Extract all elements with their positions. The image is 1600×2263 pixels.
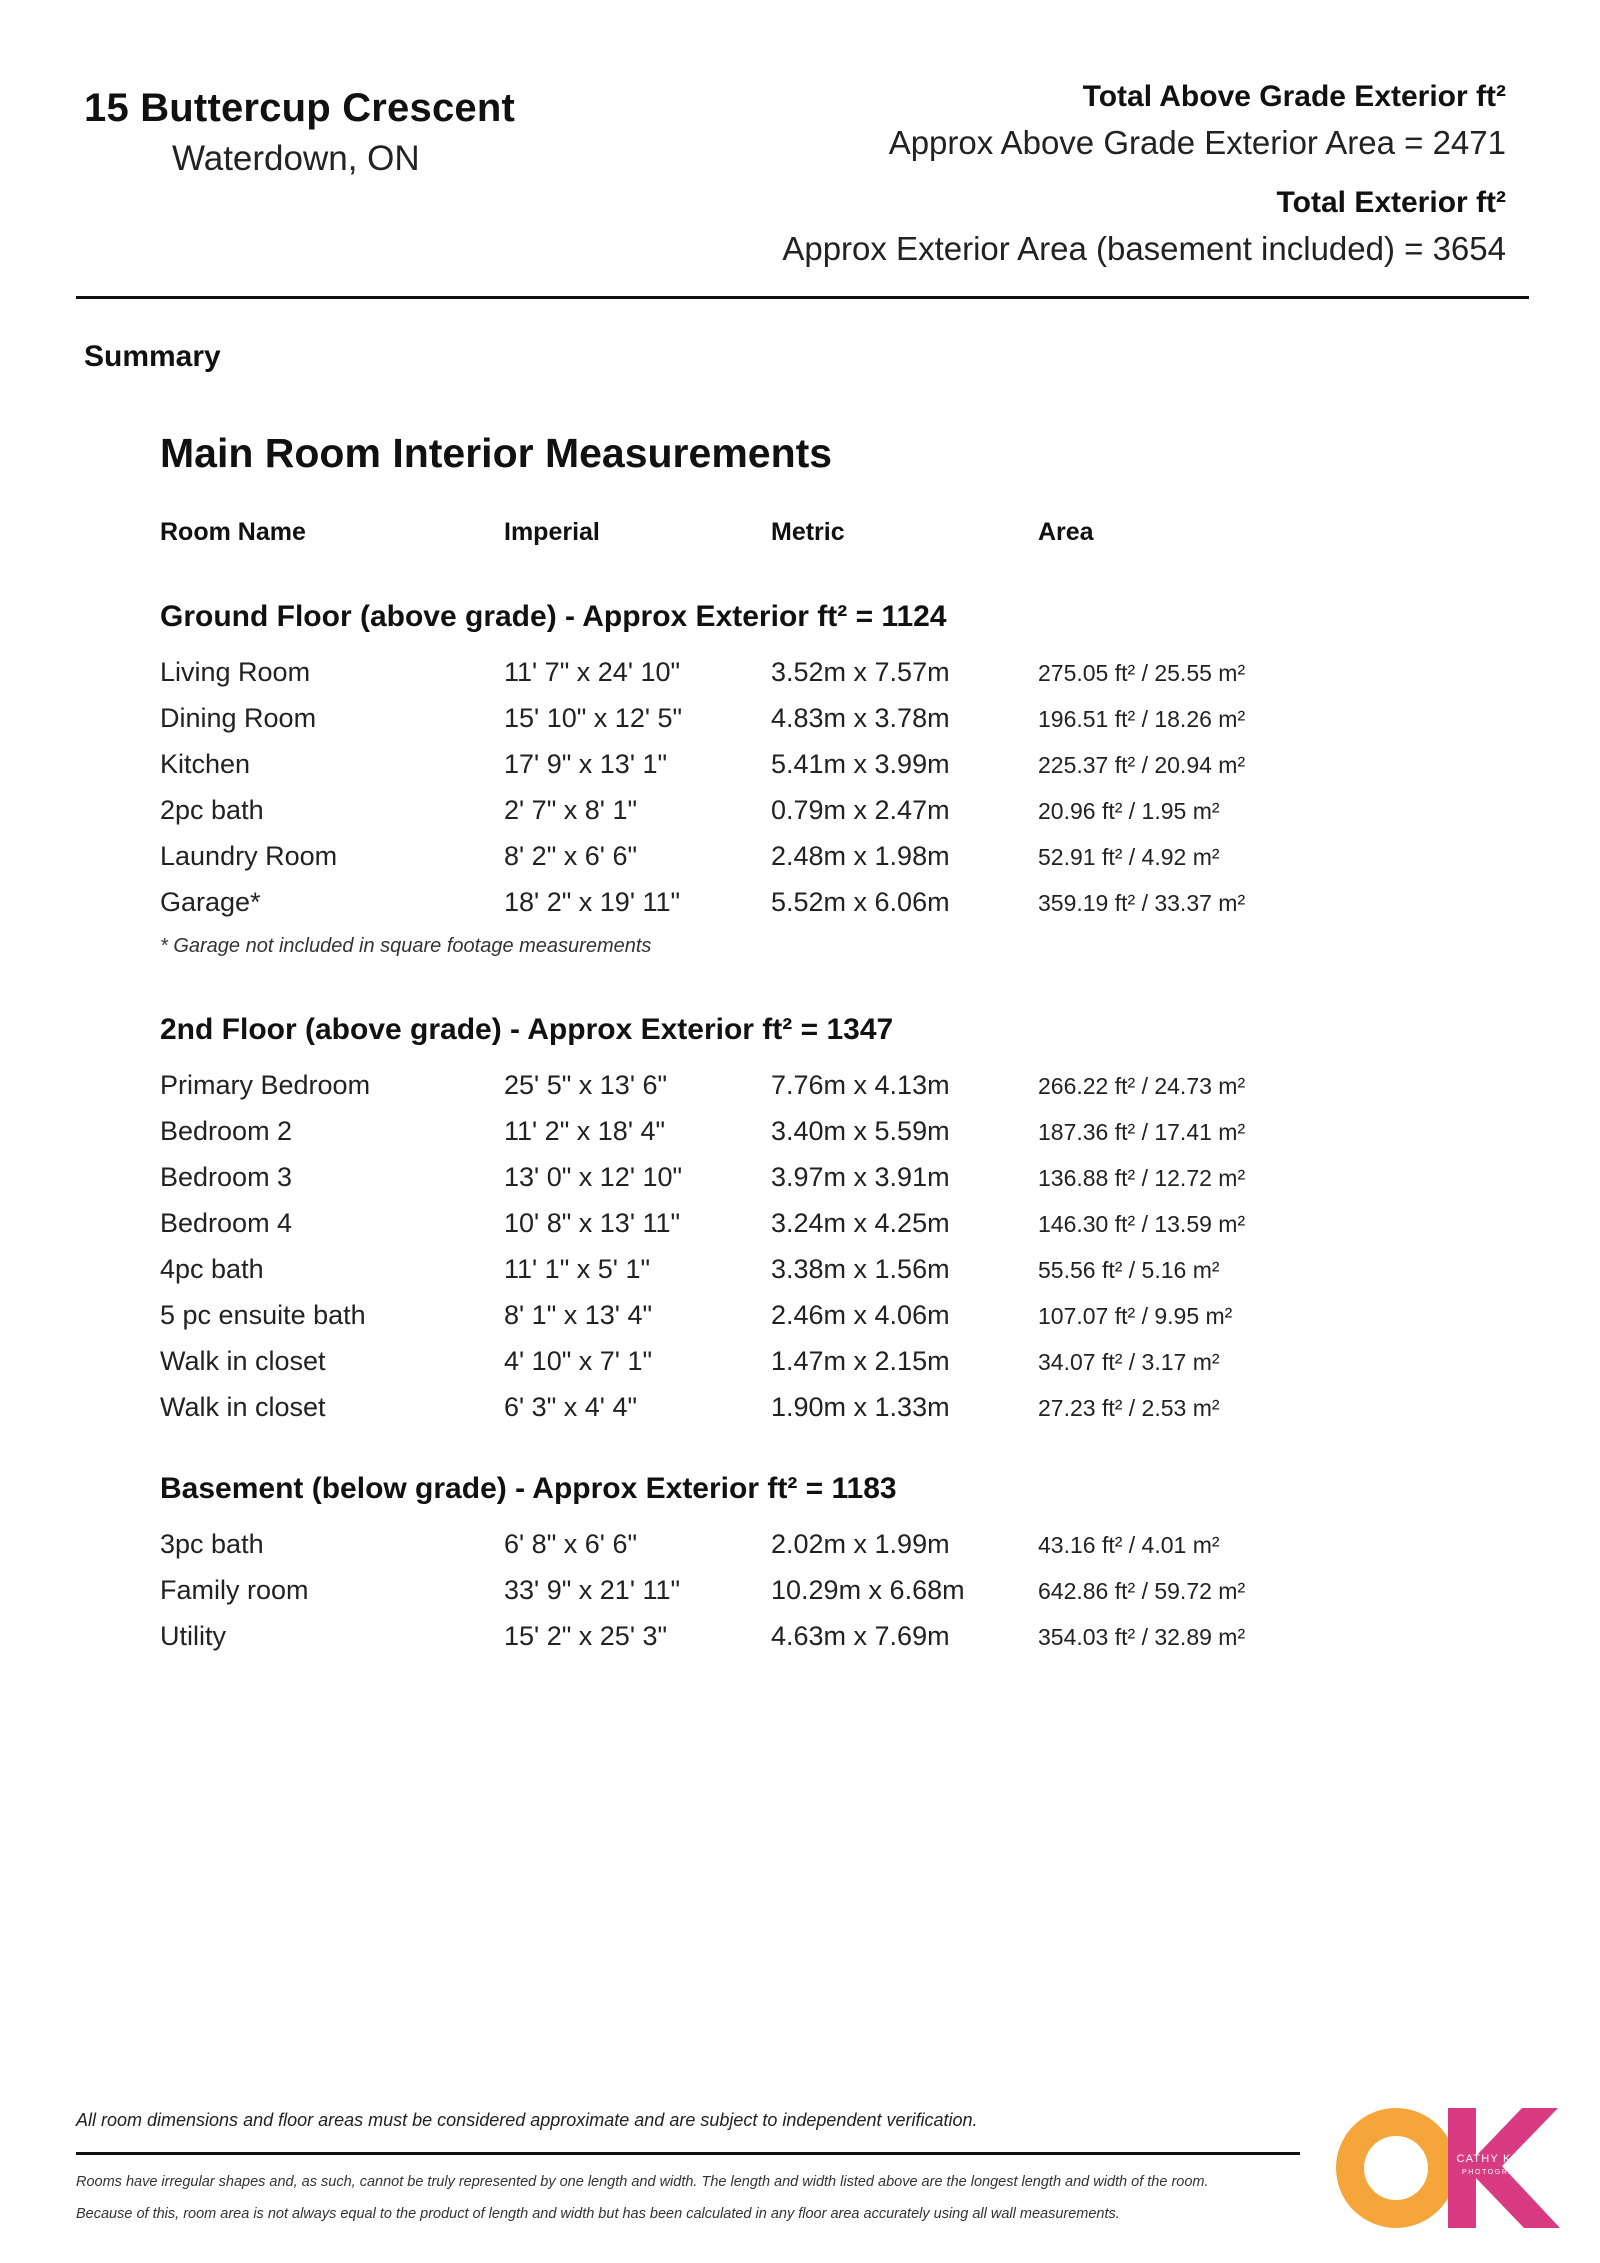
total-exterior-title: Total Exterior ft²	[1276, 186, 1506, 219]
room-area: 136.88 ft² / 12.72 m²	[1038, 1165, 1246, 1191]
address-line-2: Waterdown, ON	[172, 139, 420, 178]
room-imperial: 6' 8" x 6' 6"	[504, 1529, 638, 1559]
room-imperial: 18' 2" x 19' 11"	[504, 887, 681, 917]
room-name: Laundry Room	[160, 841, 338, 871]
room-area: 52.91 ft² / 4.92 m²	[1038, 844, 1220, 870]
room-name: Dining Room	[160, 703, 317, 733]
room-area: 187.36 ft² / 17.41 m²	[1038, 1119, 1246, 1145]
room-imperial: 15' 2" x 25' 3"	[504, 1621, 668, 1651]
above-grade-value: Approx Above Grade Exterior Area = 2471	[888, 124, 1506, 161]
room-area: 354.03 ft² / 32.89 m²	[1038, 1624, 1246, 1650]
disclaimer-text: All room dimensions and floor areas must be considered approximate and are subject to independent verification.	[76, 2110, 978, 2130]
room-metric: 1.90m x 1.33m	[771, 1392, 950, 1422]
column-header-metric: Metric	[771, 518, 845, 546]
column-header-area: Area	[1038, 518, 1094, 546]
room-imperial: 25' 5" x 13' 6"	[504, 1070, 668, 1100]
room-imperial: 6' 3" x 4' 4"	[504, 1392, 638, 1422]
room-metric: 3.40m x 5.59m	[771, 1116, 950, 1146]
total-exterior-value: Approx Exterior Area (basement included) = 3654	[782, 230, 1506, 267]
table-row	[0, 795, 1600, 835]
table-row	[0, 1116, 1600, 1156]
room-area: 359.19 ft² / 33.37 m²	[1038, 890, 1246, 916]
room-metric: 2.48m x 1.98m	[771, 841, 950, 871]
room-area: 266.22 ft² / 24.73 m²	[1038, 1073, 1246, 1099]
room-imperial: 8' 1" x 13' 4"	[504, 1300, 653, 1330]
brand-logo	[1336, 2100, 1566, 2232]
room-name: Primary Bedroom	[160, 1070, 371, 1100]
room-metric: 0.79m x 2.47m	[771, 795, 950, 825]
logo-text-line-2: PHOTOGRAPHY	[1462, 2169, 1534, 2176]
room-imperial: 17' 9" x 13' 1"	[504, 749, 668, 779]
room-metric: 7.76m x 4.13m	[771, 1070, 950, 1100]
column-header-imperial: Imperial	[504, 518, 600, 546]
header-divider	[76, 296, 1529, 299]
room-imperial: 33' 9" x 21' 11"	[504, 1575, 681, 1605]
table-row	[0, 1392, 1600, 1432]
section-title-basement: Basement (below grade) - Approx Exterior ft² = 1183	[160, 1472, 897, 1505]
room-name: Bedroom 4	[160, 1208, 293, 1238]
table-row	[0, 841, 1600, 881]
room-area: 146.30 ft² / 13.59 m²	[1038, 1211, 1246, 1237]
address-line-1: 15 Buttercup Crescent	[84, 86, 515, 130]
room-imperial: 4' 10" x 7' 1"	[504, 1346, 653, 1376]
table-row	[0, 1162, 1600, 1202]
logo-k-shape	[1448, 2108, 1560, 2228]
room-name: 2pc bath	[160, 795, 264, 825]
room-metric: 3.24m x 4.25m	[771, 1208, 950, 1238]
room-metric: 4.63m x 7.69m	[771, 1621, 950, 1651]
table-row	[0, 887, 1600, 927]
room-imperial: 2' 7" x 8' 1"	[504, 795, 638, 825]
room-area: 107.07 ft² / 9.95 m²	[1038, 1303, 1233, 1329]
room-name: Walk in closet	[160, 1346, 326, 1376]
room-area: 20.96 ft² / 1.95 m²	[1038, 798, 1220, 824]
room-metric: 2.02m x 1.99m	[771, 1529, 950, 1559]
room-name: Living Room	[160, 657, 311, 687]
room-imperial: 8' 2" x 6' 6"	[504, 841, 638, 871]
logo-text-line-1: CATHY KOOP	[1456, 2153, 1540, 2165]
room-metric: 3.52m x 7.57m	[771, 657, 950, 687]
room-area: 196.51 ft² / 18.26 m²	[1038, 706, 1246, 732]
table-row	[0, 1529, 1600, 1569]
room-area: 55.56 ft² / 5.16 m²	[1038, 1257, 1220, 1283]
logo-o-shape	[1350, 2122, 1442, 2214]
room-metric: 2.46m x 4.06m	[771, 1300, 950, 1330]
room-name: Family room	[160, 1575, 309, 1605]
room-imperial: 10' 8" x 13' 11"	[504, 1208, 681, 1238]
room-area: 27.23 ft² / 2.53 m²	[1038, 1395, 1220, 1421]
room-metric: 10.29m x 6.68m	[771, 1575, 965, 1605]
room-imperial: 11' 1" x 5' 1"	[504, 1254, 651, 1284]
room-imperial: 11' 7" x 24' 10"	[504, 657, 681, 687]
fine-print-line-1: Rooms have irregular shapes and, as such, cannot be truly represented by one length and width. The length and width listed above are the longest length and width of the room.	[76, 2174, 1209, 2190]
table-row	[0, 1575, 1600, 1615]
summary-label: Summary	[84, 340, 221, 373]
room-metric: 1.47m x 2.15m	[771, 1346, 950, 1376]
room-metric: 4.83m x 3.78m	[771, 703, 950, 733]
room-name: 3pc bath	[160, 1529, 264, 1559]
room-metric: 3.38m x 1.56m	[771, 1254, 950, 1284]
room-name: Utility	[160, 1621, 226, 1651]
room-imperial: 13' 0" x 12' 10"	[504, 1162, 683, 1192]
table-row	[0, 749, 1600, 789]
fine-print-line-2: Because of this, room area is not always equal to the product of length and width but has been calculated in any floor area accurately using all wall measurements.	[76, 2206, 1120, 2222]
room-area: 225.37 ft² / 20.94 m²	[1038, 752, 1246, 778]
table-row	[0, 657, 1600, 697]
room-name: Garage*	[160, 887, 261, 917]
table-row	[0, 1254, 1600, 1294]
room-name: Bedroom 2	[160, 1116, 293, 1146]
table-row	[0, 1070, 1600, 1110]
column-header-room: Room Name	[160, 518, 306, 546]
room-area: 34.07 ft² / 3.17 m²	[1038, 1349, 1220, 1375]
room-imperial: 15' 10" x 12' 5"	[504, 703, 683, 733]
table-row	[0, 703, 1600, 743]
main-heading: Main Room Interior Measurements	[160, 430, 833, 476]
room-imperial: 11' 2" x 18' 4"	[504, 1116, 666, 1146]
room-metric: 5.41m x 3.99m	[771, 749, 950, 779]
room-metric: 3.97m x 3.91m	[771, 1162, 950, 1192]
table-row	[0, 1621, 1600, 1661]
table-row	[0, 1208, 1600, 1248]
footer-divider	[76, 2152, 1300, 2155]
table-row	[0, 1346, 1600, 1386]
room-metric: 5.52m x 6.06m	[771, 887, 950, 917]
room-name: 5 pc ensuite bath	[160, 1300, 366, 1330]
room-area: 43.16 ft² / 4.01 m²	[1038, 1532, 1220, 1558]
above-grade-title: Total Above Grade Exterior ft²	[1082, 80, 1506, 113]
room-name: Kitchen	[160, 749, 251, 779]
room-name: 4pc bath	[160, 1254, 264, 1284]
room-name: Walk in closet	[160, 1392, 326, 1422]
garage-footnote: * Garage not included in square footage measurements	[160, 935, 652, 957]
section-title-second-floor: 2nd Floor (above grade) - Approx Exterior ft² = 1347	[160, 1013, 894, 1046]
room-area: 642.86 ft² / 59.72 m²	[1038, 1578, 1246, 1604]
table-row	[0, 1300, 1600, 1340]
room-name: Bedroom 3	[160, 1162, 293, 1192]
section-title-ground-floor: Ground Floor (above grade) - Approx Exterior ft² = 1124	[160, 600, 947, 633]
room-area: 275.05 ft² / 25.55 m²	[1038, 660, 1246, 686]
